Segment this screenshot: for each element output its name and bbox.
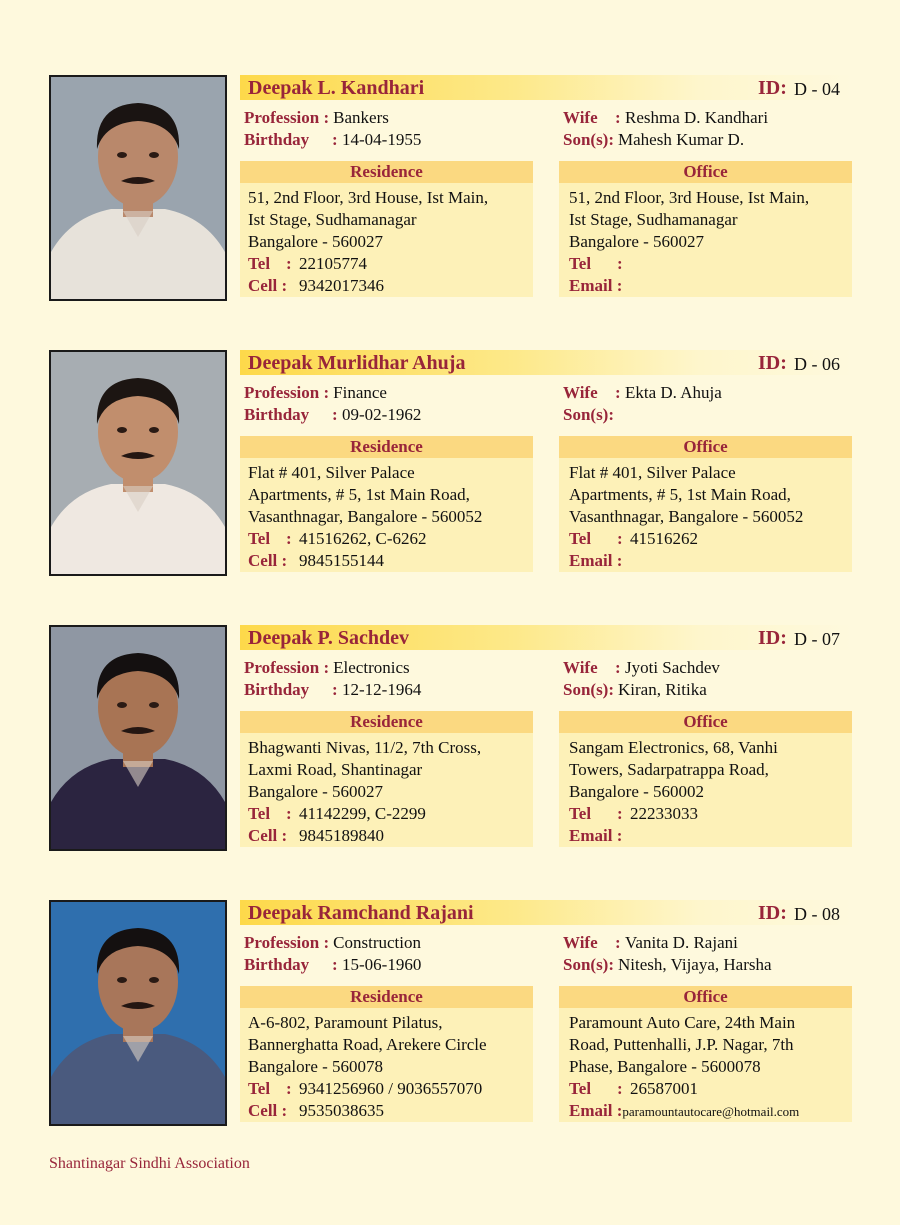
birthday-field-colon: :: [332, 955, 338, 974]
address-line: Bangalore - 560027: [569, 232, 705, 251]
tel-label: Tel: [569, 529, 592, 548]
id-label: ID:: [758, 77, 787, 99]
tel-colon: :: [617, 1079, 623, 1098]
profession-value: Electronics: [333, 658, 410, 677]
wife-field-value: Ekta D. Ahuja: [625, 383, 722, 402]
office-box: [559, 986, 852, 1122]
birthday-field: [244, 404, 421, 426]
address-line: Flat # 401, Silver Palace: [569, 463, 736, 482]
birthday-field-label: Birthday: [244, 130, 310, 149]
member-entry: [0, 900, 900, 1155]
address-line: Road, Puttenhalli, J.P. Nagar, 7th: [569, 1035, 794, 1054]
wife-field-colon: :: [615, 108, 621, 127]
address-line: Bangalore - 560027: [248, 232, 384, 251]
member-photo: [49, 900, 227, 1126]
cell-value: 9342017346: [299, 276, 384, 295]
office-box: [559, 161, 852, 297]
sons-field: [563, 954, 772, 976]
wife-field-value: Jyoti Sachdev: [625, 658, 720, 677]
office-email: [569, 550, 854, 573]
portrait-illustration: [51, 902, 225, 1124]
office-address: [569, 462, 854, 573]
email-label: Email :: [569, 276, 623, 295]
residence-address: [248, 187, 533, 297]
office-tel: [569, 528, 854, 550]
address-line: Apartments, # 5, 1st Main Road,: [248, 485, 470, 504]
birthday-field-value: 14-04-1955: [342, 130, 422, 149]
address-line: A-6-802, Paramount Pilatus,: [248, 1013, 443, 1032]
cell-value: 9845155144: [299, 551, 384, 570]
office-heading: Office: [559, 436, 852, 458]
sons-value: Nitesh, Vijaya, Harsha: [618, 955, 772, 974]
residence-cell: [248, 825, 533, 847]
wife-field-colon: :: [615, 933, 621, 952]
profession-label: Profession :: [244, 933, 330, 952]
address-line: Laxmi Road, Shantinagar: [248, 760, 423, 779]
email-label: Email :: [569, 826, 623, 845]
portrait-illustration: [51, 627, 225, 849]
residence-tel: [248, 528, 533, 550]
address-line: Towers, Sadarpatrappa Road,: [569, 760, 769, 779]
tel-colon: :: [617, 804, 623, 823]
address-line: Apartments, # 5, 1st Main Road,: [569, 485, 791, 504]
wife-field: [563, 932, 738, 954]
id-label: ID:: [758, 352, 787, 374]
sons-value: Kiran, Ritika: [618, 680, 707, 699]
office-address: [569, 1012, 854, 1123]
wife-field-label: Wife: [563, 658, 598, 677]
address-line: Ist Stage, Sudhamanagar: [248, 210, 417, 229]
address-line: Bangalore - 560002: [569, 782, 705, 801]
sons-field: [563, 404, 618, 426]
sons-value: Mahesh Kumar D.: [618, 130, 745, 149]
birthday-field-colon: :: [332, 680, 338, 699]
id-label: ID:: [758, 902, 787, 924]
birthday-field-value: 15-06-1960: [342, 955, 422, 974]
office-heading: Office: [559, 161, 852, 183]
member-entry: [0, 350, 900, 605]
wife-field-label: Wife: [563, 383, 598, 402]
sons-field: [563, 679, 707, 701]
tel-label: Tel: [248, 254, 271, 273]
office-heading: Office: [559, 711, 852, 733]
birthday-field: [244, 954, 421, 976]
wife-field-value: Vanita D. Rajani: [625, 933, 738, 952]
profession-value: Construction: [333, 933, 421, 952]
office-tel: [569, 253, 854, 275]
residence-cell: [248, 550, 533, 572]
footer-association-name: Shantinagar Sindhi Association: [49, 1155, 250, 1172]
tel-colon: :: [286, 529, 292, 548]
tel-colon: :: [286, 1079, 292, 1098]
profession-label: Profession :: [244, 108, 330, 127]
residence-address: [248, 1012, 533, 1122]
wife-field-colon: :: [615, 383, 621, 402]
cell-label: Cell :: [248, 1101, 288, 1120]
address-line: Sangam Electronics, 68, Vanhi: [569, 738, 778, 757]
cell-value: 9535038635: [299, 1101, 384, 1120]
residence-heading: Residence: [240, 436, 533, 458]
email-label: Email :: [569, 551, 623, 570]
member-id: D - 06: [794, 354, 840, 374]
wife-field: [563, 657, 720, 679]
tel-label: Tel: [248, 1079, 271, 1098]
sons-label: Son(s):: [563, 680, 615, 699]
office-address: [569, 187, 854, 298]
profession-label: Profession :: [244, 658, 330, 677]
residence-tel: [248, 253, 533, 275]
address-line: Ist Stage, Sudhamanagar: [569, 210, 738, 229]
member-id: D - 08: [794, 904, 840, 924]
member-photo: [49, 625, 227, 851]
residence-address: [248, 462, 533, 572]
wife-field: [563, 382, 722, 404]
profession-field: [244, 382, 387, 404]
portrait-illustration: [51, 352, 225, 574]
address-line: Bannerghatta Road, Arekere Circle: [248, 1035, 487, 1054]
sons-label: Son(s):: [563, 405, 615, 424]
member-entry: [0, 75, 900, 330]
wife-field-label: Wife: [563, 933, 598, 952]
address-line: Bangalore - 560027: [248, 782, 384, 801]
tel-value: 41516262: [630, 529, 698, 548]
birthday-field-label: Birthday: [244, 405, 310, 424]
office-email: [569, 275, 854, 298]
residence-box: [240, 436, 533, 572]
residence-cell: [248, 1100, 533, 1122]
tel-colon: :: [286, 804, 292, 823]
member-name: Deepak Murlidhar Ahuja: [248, 352, 466, 374]
residence-tel: [248, 1078, 533, 1100]
office-box: [559, 711, 852, 847]
office-email: [569, 1100, 854, 1123]
profession-label: Profession :: [244, 383, 330, 402]
tel-label: Tel: [569, 254, 592, 273]
tel-colon: :: [617, 254, 623, 273]
wife-field: [563, 107, 768, 129]
residence-box: [240, 161, 533, 297]
residence-address: [248, 737, 533, 847]
profession-field: [244, 107, 389, 129]
cell-label: Cell :: [248, 551, 288, 570]
tel-colon: :: [617, 529, 623, 548]
portrait-illustration: [51, 77, 225, 299]
cell-value: 9845189840: [299, 826, 384, 845]
member-photo: [49, 75, 227, 301]
tel-label: Tel: [248, 529, 271, 548]
birthday-field-label: Birthday: [244, 680, 310, 699]
tel-colon: :: [286, 254, 292, 273]
profession-field: [244, 657, 410, 679]
address-line: 51, 2nd Floor, 3rd House, Ist Main,: [248, 188, 489, 207]
residence-box: [240, 711, 533, 847]
tel-label: Tel: [569, 804, 592, 823]
tel-label: Tel: [569, 1079, 592, 1098]
sons-field: [563, 129, 744, 151]
member-id: D - 07: [794, 629, 840, 649]
residence-tel: [248, 803, 533, 825]
tel-label: Tel: [248, 804, 271, 823]
residence-heading: Residence: [240, 161, 533, 183]
address-line: Vasanthnagar, Bangalore - 560052: [569, 507, 804, 526]
email-value: paramountautocare@hotmail.com: [622, 1104, 800, 1119]
birthday-field: [244, 679, 421, 701]
residence-heading: Residence: [240, 986, 533, 1008]
tel-value: 22105774: [299, 254, 367, 273]
cell-label: Cell :: [248, 276, 288, 295]
tel-value: 9341256960 / 9036557070: [299, 1079, 483, 1098]
member-name: Deepak L. Kandhari: [248, 77, 425, 99]
member-id: D - 04: [794, 79, 840, 99]
address-line: Bangalore - 560078: [248, 1057, 384, 1076]
profession-field: [244, 932, 421, 954]
cell-label: Cell :: [248, 826, 288, 845]
sons-label: Son(s):: [563, 955, 615, 974]
birthday-field-colon: :: [332, 405, 338, 424]
address-line: 51, 2nd Floor, 3rd House, Ist Main,: [569, 188, 810, 207]
tel-value: 26587001: [630, 1079, 698, 1098]
office-tel: [569, 803, 854, 825]
address-line: Phase, Bangalore - 5600078: [569, 1057, 761, 1076]
profession-value: Bankers: [333, 108, 389, 127]
office-heading: Office: [559, 986, 852, 1008]
member-name: Deepak Ramchand Rajani: [248, 902, 474, 924]
residence-cell: [248, 275, 533, 297]
wife-field-label: Wife: [563, 108, 598, 127]
tel-value: 22233033: [630, 804, 698, 823]
address-line: Bhagwanti Nivas, 11/2, 7th Cross,: [248, 738, 482, 757]
office-box: [559, 436, 852, 572]
birthday-field-value: 09-02-1962: [342, 405, 422, 424]
wife-field-value: Reshma D. Kandhari: [625, 108, 769, 127]
wife-field-colon: :: [615, 658, 621, 677]
tel-value: 41516262, C-6262: [299, 529, 427, 548]
email-label: Email :: [569, 1101, 623, 1120]
address-line: Vasanthnagar, Bangalore - 560052: [248, 507, 483, 526]
sons-label: Son(s):: [563, 130, 615, 149]
office-tel: [569, 1078, 854, 1100]
tel-value: 41142299, C-2299: [299, 804, 426, 823]
office-email: [569, 825, 854, 848]
birthday-field: [244, 129, 421, 151]
member-photo: [49, 350, 227, 576]
id-label: ID:: [758, 627, 787, 649]
residence-box: [240, 986, 533, 1122]
birthday-field-label: Birthday: [244, 955, 310, 974]
birthday-field-colon: :: [332, 130, 338, 149]
birthday-field-value: 12-12-1964: [342, 680, 422, 699]
office-address: [569, 737, 854, 848]
address-line: Paramount Auto Care, 24th Main: [569, 1013, 796, 1032]
residence-heading: Residence: [240, 711, 533, 733]
profession-value: Finance: [333, 383, 387, 402]
address-line: Flat # 401, Silver Palace: [248, 463, 415, 482]
member-name: Deepak P. Sachdev: [248, 627, 409, 649]
member-entry: [0, 625, 900, 880]
